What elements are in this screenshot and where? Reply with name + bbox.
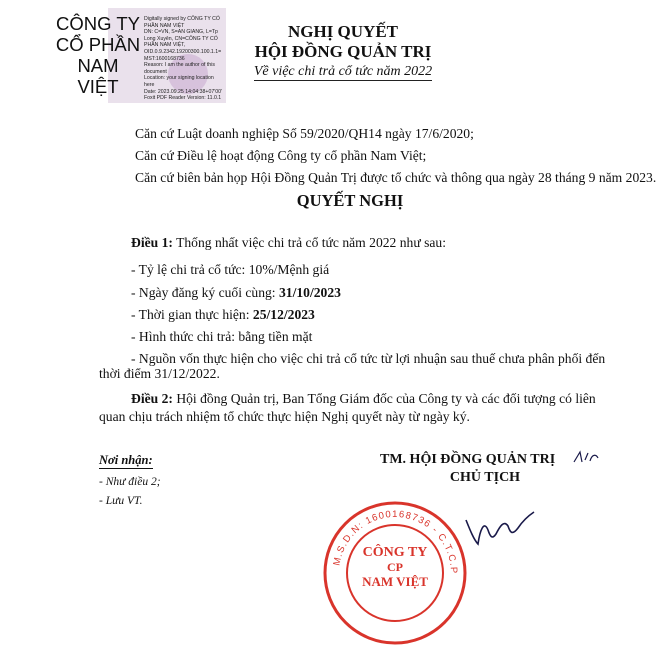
article-1-item [131,329,312,345]
sig-line: document [144,68,167,75]
item-label: - Hình thức chi trả: [131,329,239,344]
legal-basis-2: Căn cứ Điều lệ hoạt động Công ty cổ phần Nam Việt; [135,148,427,163]
legal-basis-1: Căn cứ Luật doanh nghiệp Số 59/2020/QH14 ngày 17/6/2020; [135,126,474,141]
article-2-text: Hội đồng Quản trị, Ban Tổng Giám đốc của Công ty và các đối tượng có liên [172,391,596,406]
handwritten-signature-icon [460,500,540,560]
document-header [238,22,448,80]
sig-line: MST:1600168736 [144,55,185,62]
sig-line: Long Xuyên, CN=CÔNG TY CỔ [144,35,218,42]
company-line: VIỆT [77,76,119,97]
resolution-title: QUYẾT NGHỊ [296,191,404,210]
funding-line-2: thời điểm 31/12/2022. [99,366,220,381]
article-1-heading [131,235,446,251]
sig-line: Reason: I am the author of this [144,62,215,69]
digital-signature-block [50,8,240,103]
company-line: CỔ PHẦN [55,34,141,55]
article-1-label: Điều 1: [131,235,173,250]
sig-line: Digitally signed by CÔNG TY CỔ [144,16,220,22]
article-1-item [131,262,329,278]
company-stamp [320,498,470,648]
article-2-label: Điều 2: [131,391,173,406]
item-label: - Thời gian thực hiện: [131,307,253,322]
article-2-line-2: quan chịu trách nhiệm tổ chức thực hiện Nghị quyết này từ ngày ký. [99,409,470,424]
document-issuer: HỘI ĐỒNG QUẢN TRỊ [254,42,432,61]
document-title: NGHỊ QUYẾT [287,22,399,41]
article-2-line-1 [131,391,596,407]
stamp-ring-text: M.S.D.N: 1600168736 - C.T.C.P [331,508,460,575]
sig-line: DN: C=VN, S=AN GIANG, L=Tp [144,29,218,36]
document-subtitle [238,64,448,80]
recipients-title: Nơi nhận: [99,453,153,467]
subtitle-text: Về việc chi trả cổ tức năm 2022 [253,64,433,79]
signature-title: TM. HỘI ĐỒNG QUẢN TRỊ [380,452,556,467]
legal-basis-3: Căn cứ biên bản họp Hội Đồng Quản Trị được tổ chức và thông qua ngày 28 tháng 9 năm 2023. [135,170,656,185]
stamp-center-line-3: NAM VIỆT [362,574,428,589]
company-line: NAM [77,55,119,76]
recipient-item: - Như điều 2; [99,476,161,488]
stamp-center-line-1: CÔNG TY [362,545,428,560]
article-1-text: Thống nhất việc chi trả cổ tức năm 2022 như sau: [172,235,446,250]
item-value: 25/12/2023 [252,307,315,322]
company-line: CÔNG TY [56,13,140,34]
sig-line: PHẦN NAM VIỆT, [144,42,186,49]
funding-line-1: - Nguồn vốn thực hiện cho việc chi trả cổ tức từ lợi nhuận sau thuế chưa phân phối đến [131,351,606,366]
company-name [52,13,144,97]
article-1-item [131,285,341,301]
item-label: - Ngày đăng ký cuối cùng: [131,285,279,300]
sig-line: PHẦN NAM VIỆT [144,22,185,29]
sig-line: OID.0.9.2342.19200300.100.1.1= [144,48,222,55]
item-value: 31/10/2023 [279,285,341,300]
item-value: 10%/Mệnh giá [248,262,330,277]
stamp-center-line-2: CP [387,560,403,574]
sig-line: Location: your signing location [144,75,214,82]
item-value: bằng tiền mặt [238,329,313,344]
sig-line: Date: 2023.09.25 14:04:38+07'00' [144,88,222,95]
article-1-item [131,307,315,323]
signature-role: CHỦ TỊCH [449,470,521,485]
item-label: - Tỷ lệ chi trả cổ tức: [131,262,249,277]
sig-line: here [144,81,155,88]
handwritten-initial-icon [572,448,600,468]
recipient-item: - Lưu VT. [99,495,143,507]
sig-line: Foxit PDF Reader Version: 11.0.1 [144,95,222,102]
